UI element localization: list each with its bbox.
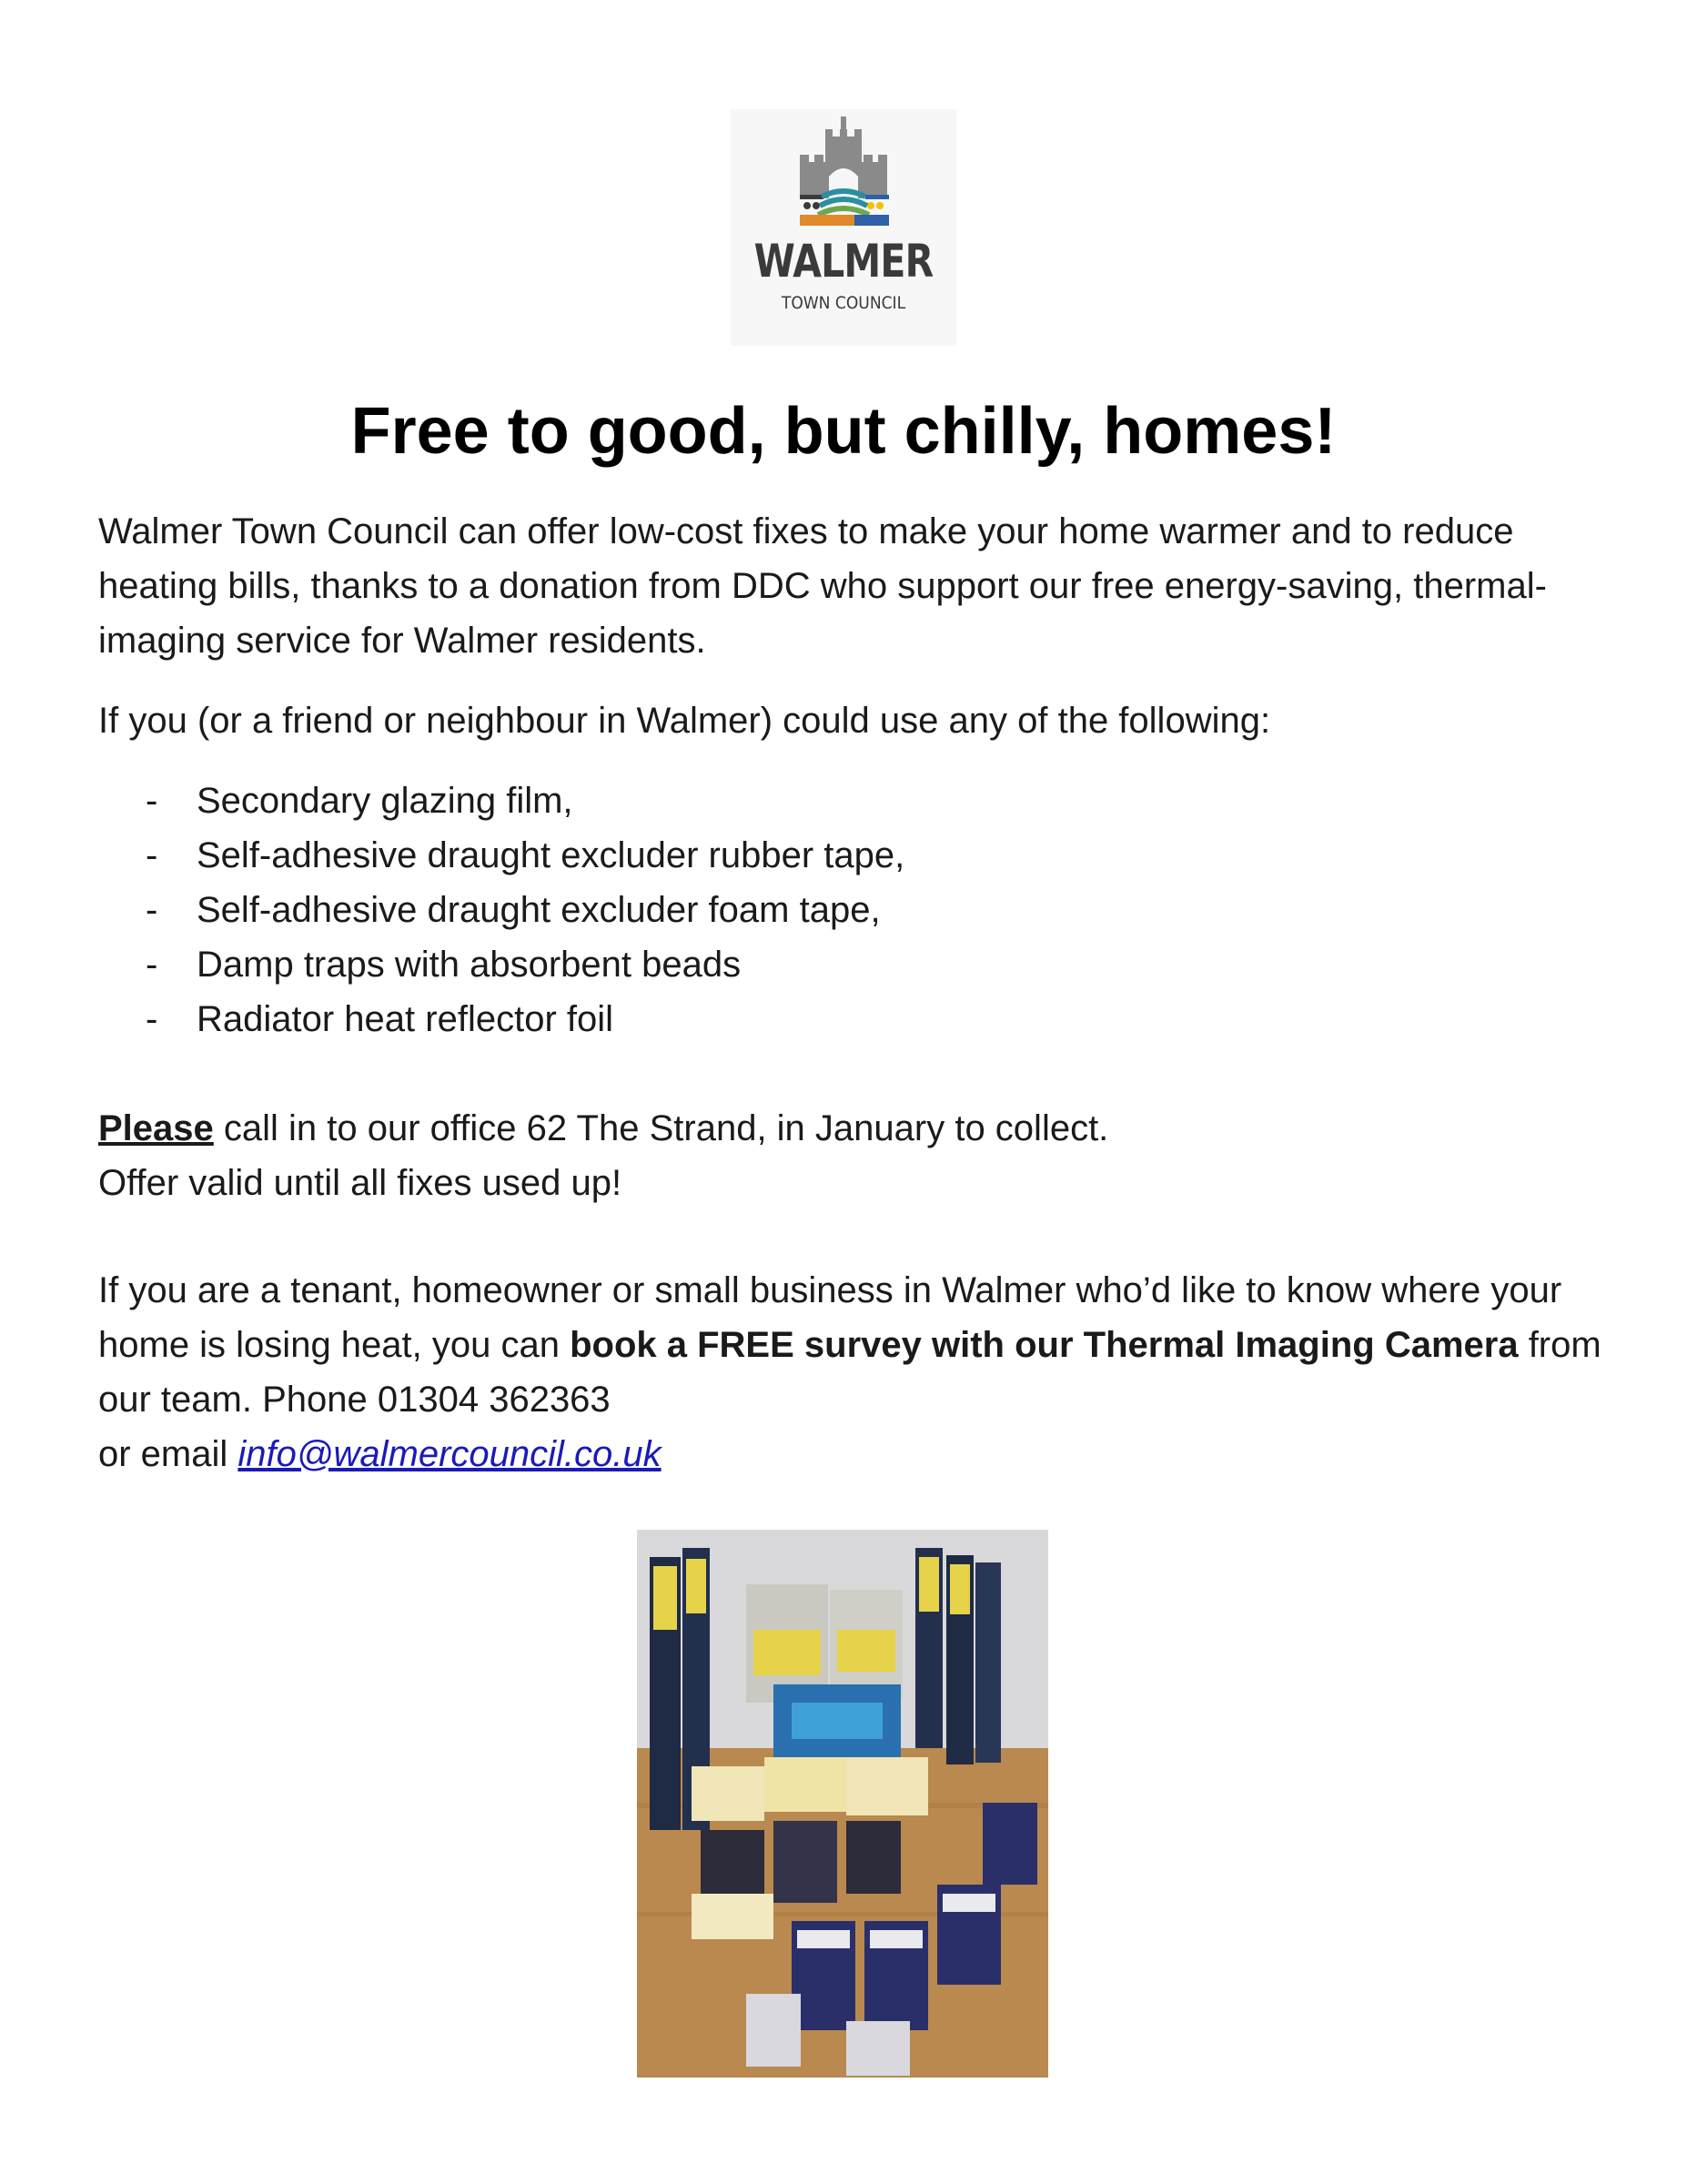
draught-proofing-products-photo [637, 1530, 1048, 2078]
flyer-body [98, 504, 1609, 1481]
please-emphasis: Please [98, 1108, 214, 1148]
intro-paragraph: Walmer Town Council can offer low-cost fixes to make your home warmer and to reduce heating bills, thanks to a donation from DDC who support our free energy-saving, thermal-imaging service for Walmer residents. [98, 511, 1547, 661]
email-link[interactable]: info@walmercouncil.co.uk [237, 1434, 662, 1474]
walmer-logo [731, 109, 956, 346]
list-item: - Self-adhesive draught excluder foam tape, [146, 890, 881, 930]
logo-wordmark: WALMER [753, 235, 934, 288]
list-item: - Self-adhesive draught excluder rubber tape, [146, 835, 905, 875]
logo-subtitle: TOWN COUNCIL [781, 293, 906, 313]
fixes-list [98, 774, 1609, 1046]
list-item: - Secondary glazing film, [146, 781, 573, 821]
list-item: - Damp traps with absorbent beads [146, 945, 742, 985]
list-item: - Radiator heat reflector foil [146, 999, 614, 1039]
offer-question: If you (or a friend or neighbour in Walmer) could use any of the following: [98, 701, 1271, 741]
email-line: or email info@walmercouncil.co.uk [98, 1434, 662, 1474]
page-title: Free to good, but chilly, homes! [350, 395, 1337, 468]
collect-instructions: Please call in to our office 62 The Strand, in January to collect. [98, 1108, 1109, 1148]
offer-validity: Offer valid until all fixes used up! [98, 1163, 622, 1203]
castle-waves-emblem [731, 109, 956, 237]
survey-highlight: book a FREE survey with our Thermal Imaging Camera [570, 1325, 1519, 1365]
survey-paragraph: If you are a tenant, homeowner or small business in Walmer who’d like to know where your home is losing heat, you can book a FREE survey with our Thermal Imaging Camera from our team. Phone 01304 362363 [98, 1270, 1601, 1420]
